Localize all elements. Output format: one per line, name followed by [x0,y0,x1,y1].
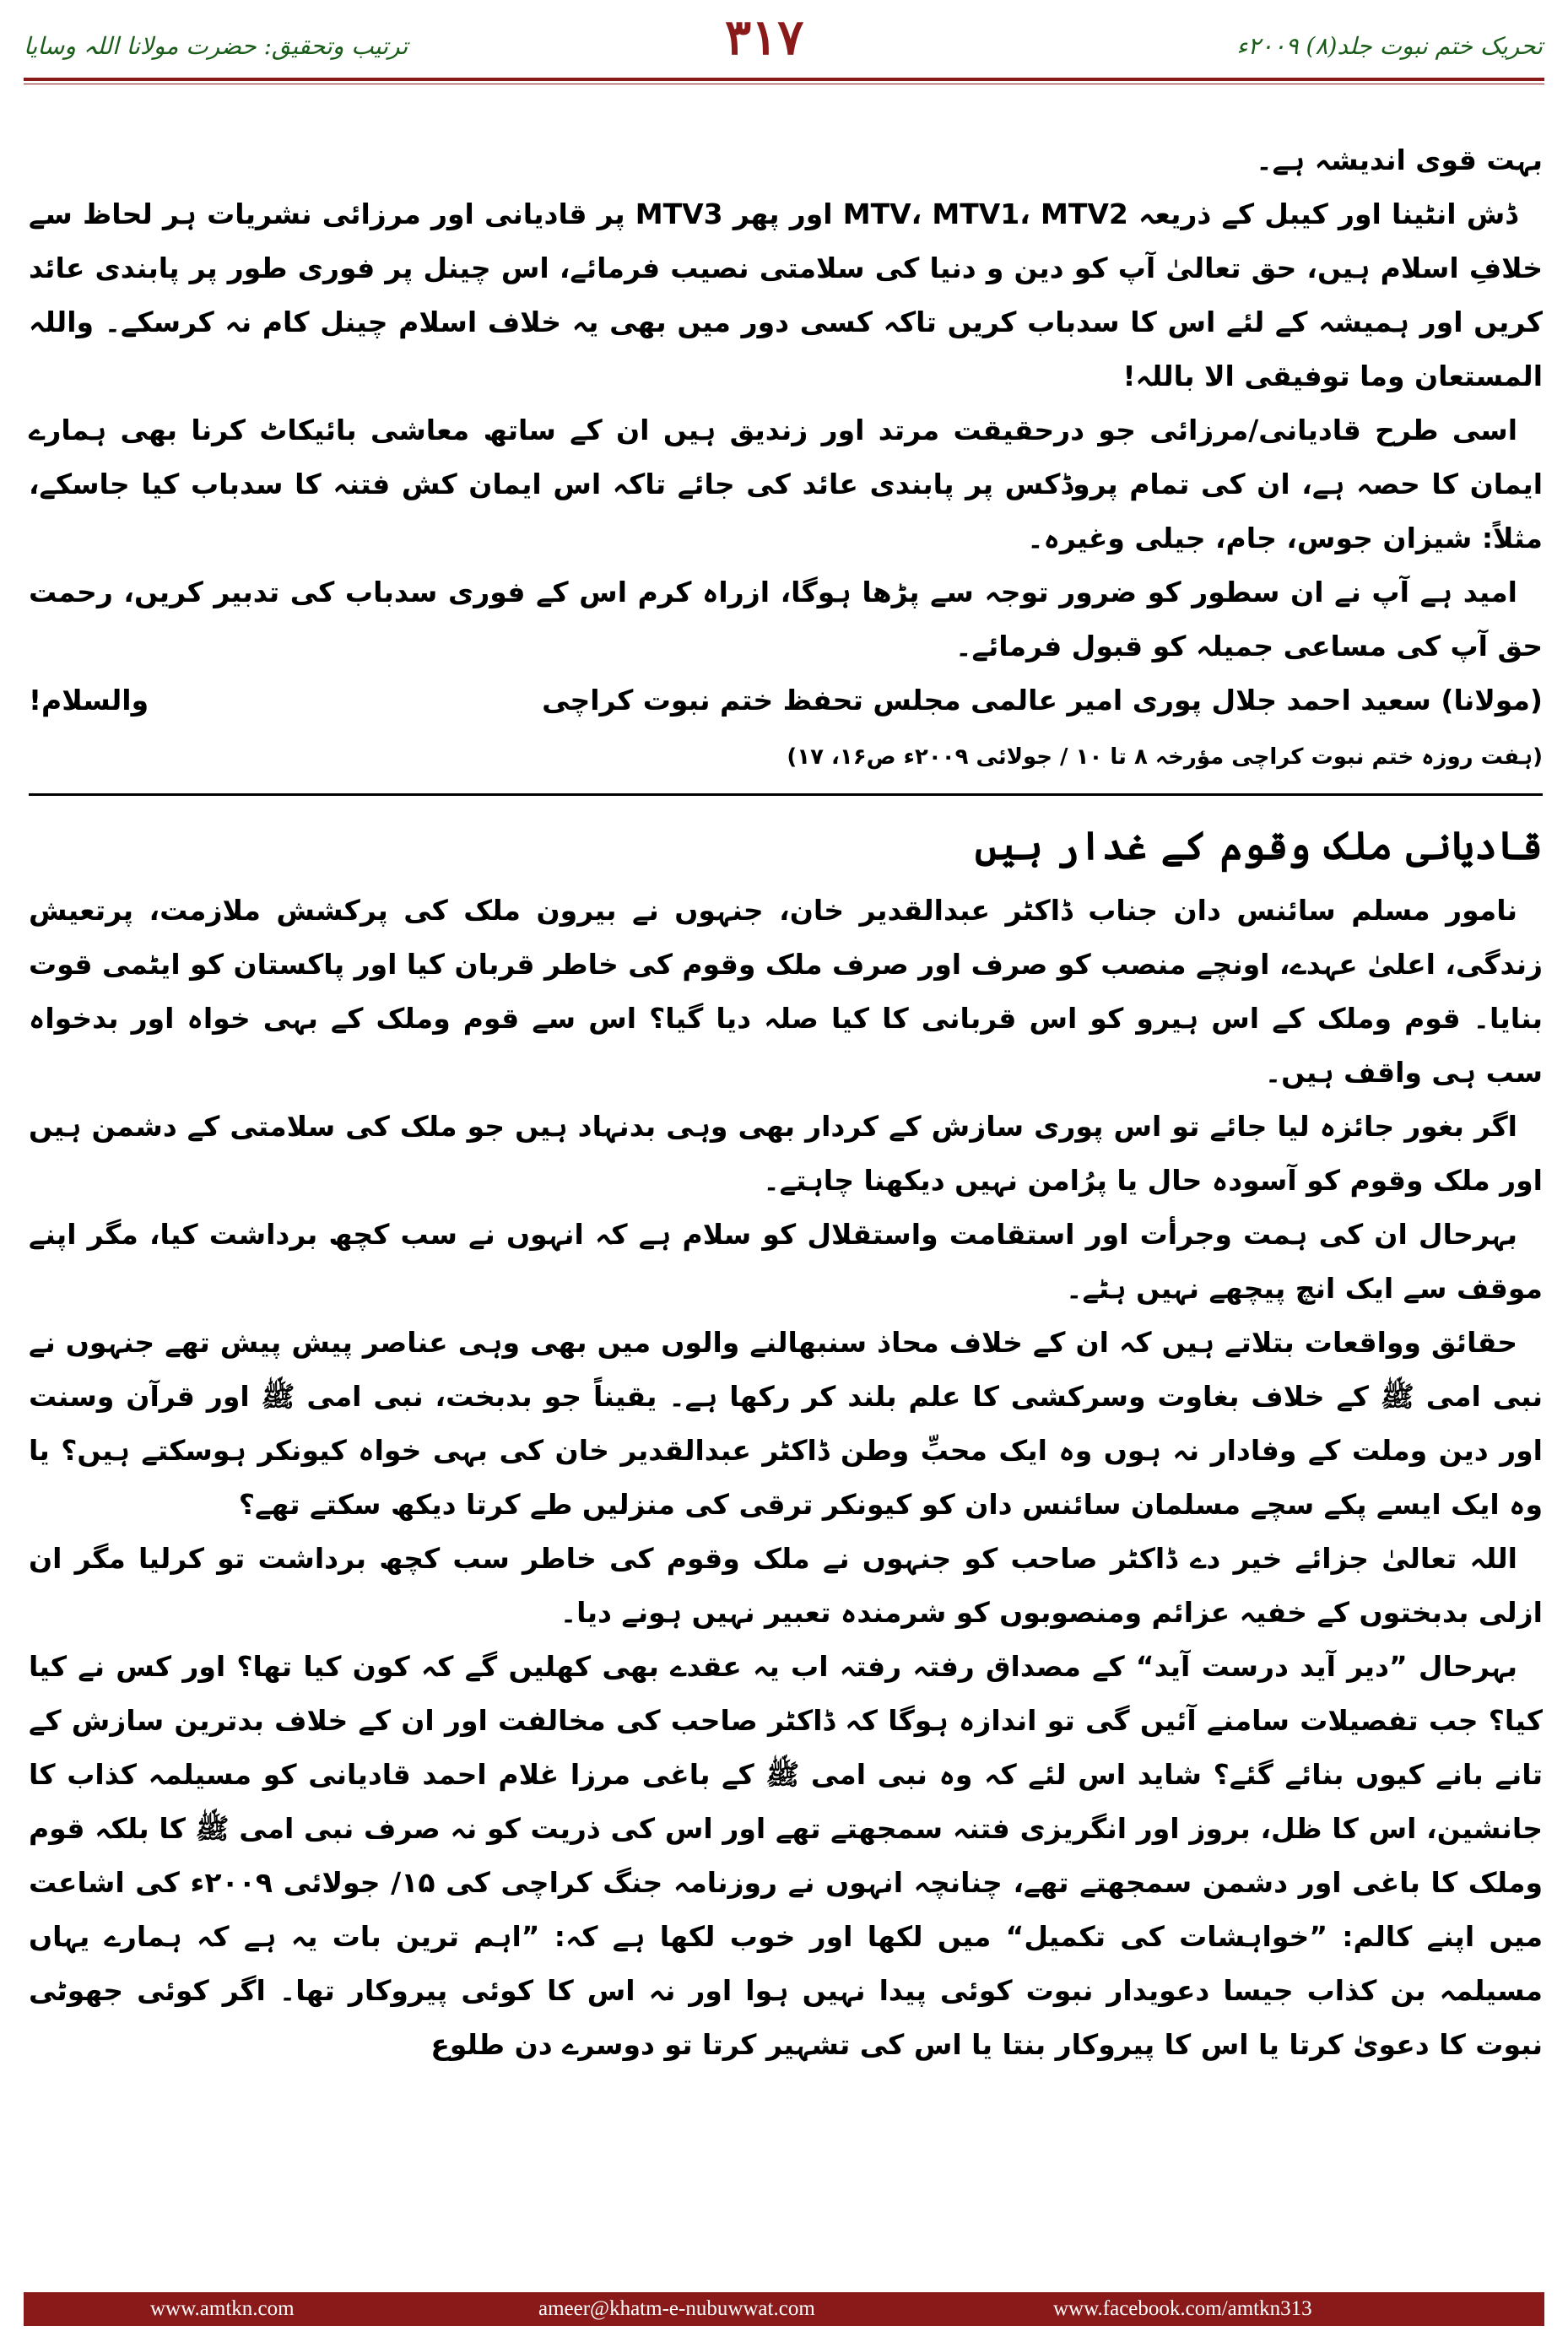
footer-website-link[interactable]: www.amtkn.com [150,2297,295,2320]
source-citation: (ہفت روزہ ختم نبوت کراچی مؤرخہ ۸ تا ۱۰ / جولائی ۲۰۰۹ء ص۱۶، ۱۷) [787,744,1543,770]
paragraph: اسی طرح قادیانی/مرزائی جو درحقیقت مرتد اور زندیق ہیں ان کے ساتھ معاشی بائیکاٹ کرنا بھی ہمارے ایمان کا حصہ ہے، ان کی تمام پروڈکس پر پابندی عائد کی جائے تاکہ اس ایمان کش فتنہ کا سدباب کیا جاسکے، مثلاً: شیزان جوس، جام، جیلی وغیرہ۔ [29,414,1543,554]
page-number: ۳۱۷ [725,8,804,66]
paragraph: بہرحال ”دیر آید درست آید“ کے مصداق رفتہ رفتہ اب یہ عقدے بھی کھلیں گے کہ کون کیا تھا؟ اور کس نے کیا کیا؟ جب تفصیلات سامنے آئیں گی تو اندازہ ہوگا کہ ڈاکٹر صاحب کی مخالفت اور ان کے خلاف بدترین سازش کے تانے بانے کیوں بنائے گئے؟ شاید اس لئے کہ وہ نبی امی ﷺ کے باغی مرزا غلام احمد قادیانی کو مسیلمہ کذاب کا جانشین، اس کا ظل، بروز اور انگریزی فتنہ سمجھتے تھے اور اس کی ذریت کو نہ صرف نبی امی ﷺ کا بلکہ قوم وملک کا باغی اور دشمن سمجھتے تھے، چنانچہ انہوں نے روزنامہ جنگ کراچی کی ۱۵/ جولائی ۲۰۰۹ء کی اشاعت میں اپنے کالم: ”خواہشات کی تکمیل“ میں لکھا اور خوب لکھا ہے کہ: ”اہم ترین بات یہ ہے کہ ہمارے یہاں مسیلمہ بن کذاب جیسا دعویدار نبوت کوئی پیدا نہیں ہوا اور نہ اس کا کوئی پیروکار تھا۔ اگر کوئی جھوٹی نبوت کا دعویٰ کرتا یا اس کا پیروکار بنتا یا اس کی تشہیر کرتا تو دوسرے دن طلوع [29,1650,1544,2061]
page-header [0,0,1568,78]
footer-email-link[interactable]: ameer@khatm-e-nubuwwat.com [538,2297,815,2320]
section-divider [29,793,1543,796]
signature-author: (مولانا) سعید احمد جلال پوری امیر عالمی مجلس تحفظ ختم نبوت کراچی [542,684,1543,717]
section-heading: قادیانی ملک وقوم کے غدار ہیں [974,823,1543,868]
paragraph: حقائق وواقعات بتلاتے ہیں کہ ان کے خلاف محاذ سنبھالنے والوں میں بھی وہی عناصر پیش پیش تھے جنہوں نے نبی امی ﷺ کے خلاف بغاوت وسرکشی کا علم بلند کر رکھا ہے۔ یقیناً جو بدبخت، نبی امی ﷺ اور قرآن وسنت اور دین وملت کے وفادار نہ ہوں وہ ایک محبِّ وطن ڈاکٹر عبدالقدیر خان کی بہی خواہ کیونکر ہوسکتے ہیں؟ یا وہ ایک ایسے پکے سچے مسلمان سائنس دان کو کیونکر ترقی کی منزلیں طے کرتا دیکھ سکتے تھے؟ [29,1326,1543,1521]
page-footer [24,2292,1544,2326]
header-compiler: ترتیب وتحقیق: حضرت مولانا اللہ وسایا [24,32,408,60]
paragraph: اگر بغور جائزہ لیا جائے تو اس پوری سازش کے کردار بھی وہی بدنہاد ہیں جو ملک کی سلامتی کے دشمن ہیں اور ملک وقوم کو آسودہ حال یا پرُامن نہیں دیکھنا چاہتے۔ [29,1110,1543,1197]
footer-facebook-link[interactable]: www.facebook.com/amtkn313 [1053,2297,1312,2320]
paragraph: بہت قوی اندیشہ ہے۔ [1256,143,1543,176]
article-body [29,133,1543,2072]
paragraph: ڈش انٹینا اور کیبل کے ذریعہ MTV، MTV1، MTV2 اور پھر MTV3 پر قادیانی اور مرزائی نشریات ہر لحاظ سے خلافِ اسلام ہیں، حق تعالیٰ آپ کو دین و دنیا کی سلامتی نصیب فرمائے، اس چینل پر فوری طور پر پابندی عائد کریں اور ہمیشہ کے لئے اس کا سدباب کریں تاکہ کسی دور میں بھی یہ خلاف اسلام چینل کام نہ کرسکے۔ واللہ المستعان وما توفیقی الا باللہ! [29,197,1543,392]
signature-line [29,673,1543,727]
paragraph: نامور مسلم سائنس دان جناب ڈاکٹر عبدالقدیر خان، جنہوں نے بیرون ملک کی پرکشش ملازمت، پرتعیش زندگی، اعلیٰ عہدے، اونچے منصب کو صرف اور صرف ملک وقوم کی خاطر قربان کیا اور پاکستان کو ایٹمی قوت بنایا۔ قوم وملک کے اس ہیرو کو اس قربانی کا کیا صلہ دیا گیا؟ اس سے قوم وملک کے بہی خواہ اور بدخواہ سب ہی واقف ہیں۔ [29,894,1543,1089]
paragraph: امید ہے آپ نے ان سطور کو ضرور توجہ سے پڑھا ہوگا، ازراہ کرم اس کے فوری سدباب کی تدبیر کریں، رحمت حق آپ کی مساعی جمیلہ کو قبول فرمائے۔ [29,576,1543,663]
signature-salutation: والسلام! [29,684,149,717]
header-rule [24,78,1544,81]
paragraph: بہرحال ان کی ہمت وجرأت اور استقامت واستقلال کو سلام ہے کہ انہوں نے سب کچھ برداشت کیا، مگر اپنے موقف سے ایک انچ پیچھے نہیں ہٹے۔ [29,1218,1543,1305]
paragraph: اللہ تعالیٰ جزائے خیر دے ڈاکٹر صاحب کو جنہوں نے ملک وقوم کی خاطر سب کچھ برداشت تو کرلیا مگر ان ازلی بدبختوں کے خفیہ عزائم ومنصوبوں کو شرمندہ تعبیر نہیں ہونے دیا۔ [29,1542,1543,1629]
header-book-title: تحریک ختم نبوت جلد(۸) ۲۰۰۹ء [1236,32,1543,60]
